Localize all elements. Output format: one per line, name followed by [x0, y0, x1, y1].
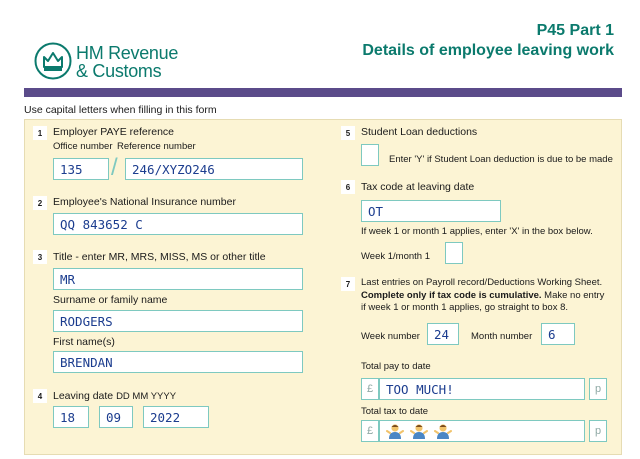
section-2-number: 2 — [33, 196, 47, 210]
section-7-number: 7 — [341, 277, 355, 291]
hmrc-logo — [34, 40, 204, 86]
crown-crest-icon — [34, 42, 72, 80]
total-pay-label: Total pay to date — [361, 361, 431, 372]
s7-line-3: if week 1 or month 1 applies, go straight to box 8. — [361, 302, 569, 313]
person-shrugging-icon — [410, 422, 428, 440]
section-3-number: 3 — [33, 250, 47, 264]
s7-line-2 — [361, 290, 604, 301]
s7-line-2-bold: Complete only if tax code is cumulative. — [361, 290, 542, 301]
person-shrugging-icon — [386, 422, 404, 440]
week-number-label: Week number — [361, 331, 420, 342]
office-number-label: Office number — [53, 141, 113, 152]
s7-line-2-rest: Make no entry — [541, 290, 605, 301]
title-label: Title - enter MR, MRS, MISS, MS or other title — [53, 251, 266, 263]
form-panel — [24, 119, 622, 455]
student-loan-note: Enter 'Y' if Student Loan deduction is due to be made — [389, 154, 613, 165]
title-field[interactable]: MR — [53, 268, 303, 290]
total-tax-pence-sign: p — [589, 420, 607, 442]
week1-label: Week 1/month 1 — [361, 251, 431, 262]
logo-line-1: HM Revenue — [76, 43, 179, 63]
reference-separator: / — [111, 154, 118, 181]
leaving-date-format: DD MM YYYY — [116, 391, 177, 402]
ni-number-field[interactable]: QQ 843652 C — [53, 213, 303, 235]
total-tax-field[interactable] — [379, 420, 585, 442]
ni-number-label: Employee's National Insurance number — [53, 196, 236, 208]
leaving-date-text: Leaving date — [53, 390, 114, 402]
total-tax-pound-sign: £ — [361, 420, 379, 442]
form-title: Details of employee leaving work — [362, 42, 614, 59]
section-6-number: 6 — [341, 180, 355, 194]
reference-number-label: Reference number — [117, 141, 196, 152]
section-4-number: 4 — [33, 389, 47, 403]
reference-number-field[interactable]: 246/XYZO246 — [125, 158, 303, 180]
leaving-date-label — [53, 390, 176, 402]
office-number-field[interactable]: 135 — [53, 158, 109, 180]
section-5-number: 5 — [341, 126, 355, 140]
form-number: P45 Part 1 — [536, 22, 614, 39]
student-loan-label: Student Loan deductions — [361, 126, 478, 138]
logo-line-2: & Customs — [76, 61, 162, 81]
form-instructions: Use capital letters when filling in this form — [24, 104, 217, 116]
employer-paye-label: Employer PAYE reference — [53, 126, 174, 138]
student-loan-checkbox[interactable] — [361, 144, 379, 166]
leaving-month-field[interactable]: 09 — [99, 406, 133, 428]
total-pay-pound-sign: £ — [361, 378, 379, 400]
tax-code-field[interactable]: OT — [361, 200, 501, 222]
person-shrugging-icon — [434, 422, 452, 440]
leaving-year-field[interactable]: 2022 — [143, 406, 209, 428]
s7-line-1: Last entries on Payroll record/Deductions Working Sheet. — [361, 277, 603, 288]
week1-checkbox[interactable] — [445, 242, 463, 264]
surname-field[interactable]: RODGERS — [53, 310, 303, 332]
month-number-field[interactable]: 6 — [541, 323, 575, 345]
shrug-emoji-row — [386, 422, 452, 440]
leaving-day-field[interactable]: 18 — [53, 406, 89, 428]
section-1-number: 1 — [33, 126, 47, 140]
week1-note: If week 1 or month 1 applies, enter 'X' in the box below. — [361, 226, 593, 237]
total-pay-pence-sign: p — [589, 378, 607, 400]
total-pay-field[interactable]: TOO MUCH! — [379, 378, 585, 400]
total-tax-label: Total tax to date — [361, 406, 429, 417]
month-number-label: Month number — [471, 331, 533, 342]
first-names-field[interactable]: BRENDAN — [53, 351, 303, 373]
surname-label: Surname or family name — [53, 294, 168, 306]
tax-code-label: Tax code at leaving date — [361, 181, 475, 193]
week-number-field[interactable]: 24 — [427, 323, 459, 345]
header-band — [24, 88, 622, 97]
first-names-label: First name(s) — [53, 336, 115, 348]
